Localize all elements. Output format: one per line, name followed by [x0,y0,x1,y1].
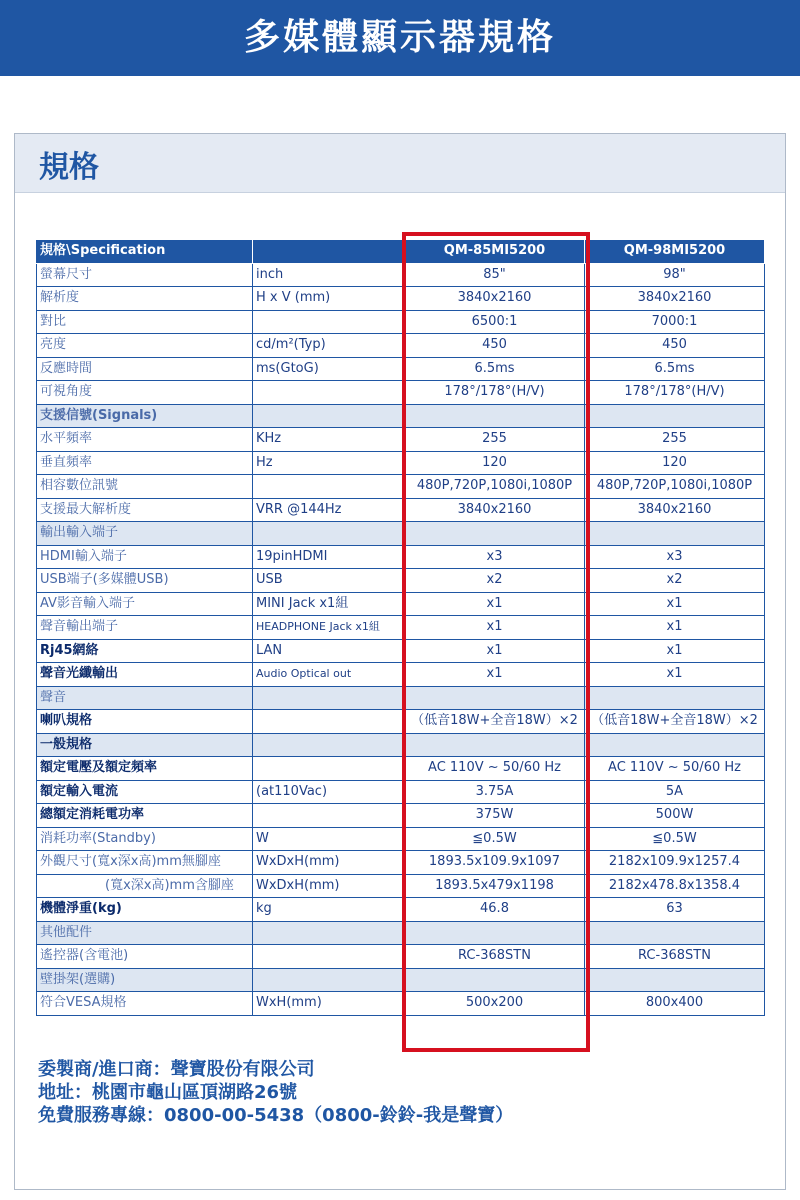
row-value-b: 6.5ms [585,357,765,381]
footer-manufacturer: 委製商/進口商：聲寶股份有限公司 [38,1059,315,1080]
header-unit [253,240,405,264]
table-row [37,686,765,710]
row-value-b: 450 [585,334,765,358]
row-label: 遙控器(含電池) [37,945,253,969]
row-value-a [405,733,585,757]
row-value-a: 3840x2160 [405,287,585,311]
table-row [37,404,765,428]
table-header-row [37,240,765,264]
table-row [37,921,765,945]
row-unit: MINI Jack x1組 [253,592,405,616]
row-value-a: 450 [405,334,585,358]
row-value-a: 1893.5x109.9x1097 [405,851,585,875]
row-value-b: 5A [585,780,765,804]
row-value-b [585,921,765,945]
table-row [37,968,765,992]
row-value-a: 375W [405,804,585,828]
table-row [37,381,765,405]
row-value-b: 120 [585,451,765,475]
row-label: (寬x深x高)mm含腳座 [37,874,253,898]
row-label: 對比 [37,310,253,334]
row-value-b [585,522,765,546]
row-value-a: 3840x2160 [405,498,585,522]
row-label: 壁掛架(選購) [37,968,253,992]
row-unit [253,968,405,992]
row-value-a: x1 [405,616,585,640]
table-row [37,287,765,311]
row-value-b: ≦0.5W [585,827,765,851]
table-row [37,898,765,922]
row-label: 亮度 [37,334,253,358]
table-row [37,945,765,969]
row-label: 支援信號(Signals) [37,404,253,428]
panel-title: 規格 [39,150,99,185]
table-row [37,757,765,781]
panel-header [15,134,785,193]
row-value-b: x2 [585,569,765,593]
row-value-b: 255 [585,428,765,452]
row-value-a: 480P,720P,1080i,1080P [405,475,585,499]
footer [38,1058,513,1127]
row-value-a: 46.8 [405,898,585,922]
row-value-b: 500W [585,804,765,828]
table-row [37,851,765,875]
row-value-a: x1 [405,663,585,687]
row-unit: USB [253,569,405,593]
footer-address: 地址：桃園市龜山區頂湖路26號 [38,1082,298,1103]
row-unit: 19pinHDMI [253,545,405,569]
table-row [37,357,765,381]
row-value-b [585,733,765,757]
row-value-b [585,404,765,428]
row-value-a: 1893.5x479x1198 [405,874,585,898]
row-value-a: ≦0.5W [405,827,585,851]
row-label: 聲音輸出端子 [37,616,253,640]
row-value-a [405,968,585,992]
table-row [37,780,765,804]
row-unit [253,475,405,499]
row-label: 一般規格 [37,733,253,757]
row-value-b: （低音18W+全音18W）×2 [585,710,765,734]
row-label: 水平頻率 [37,428,253,452]
row-label: 總額定消耗電功率 [37,804,253,828]
row-label: 喇叭規格 [37,710,253,734]
row-value-b: x1 [585,616,765,640]
table-row [37,451,765,475]
row-unit [253,310,405,334]
table-row [37,592,765,616]
row-unit [253,945,405,969]
row-label: USB端子(多媒體USB) [37,569,253,593]
row-label: 螢幕尺寸 [37,263,253,287]
row-value-a [405,522,585,546]
row-value-a: x3 [405,545,585,569]
row-value-b: 3840x2160 [585,287,765,311]
row-value-a: 85" [405,263,585,287]
row-unit [253,381,405,405]
row-value-b: 98" [585,263,765,287]
row-value-a: 255 [405,428,585,452]
table-row [37,263,765,287]
table-row [37,616,765,640]
table-row [37,804,765,828]
row-value-a: AC 110V ~ 50/60 Hz [405,757,585,781]
row-label: 符合VESA規格 [37,992,253,1016]
row-unit [253,404,405,428]
row-label: 外觀尺寸(寬x深x高)mm無腳座 [37,851,253,875]
row-value-a: 178°/178°(H/V) [405,381,585,405]
row-unit [253,522,405,546]
row-value-b: 480P,720P,1080i,1080P [585,475,765,499]
row-unit [253,921,405,945]
row-unit: LAN [253,639,405,663]
row-label: 解析度 [37,287,253,311]
table-row [37,874,765,898]
row-value-b [585,686,765,710]
table-row [37,639,765,663]
row-value-a: 3.75A [405,780,585,804]
header-model-a: QM-85MI5200 [405,240,585,264]
header-model-b: QM-98MI5200 [585,240,765,264]
table-row [37,992,765,1016]
row-value-b: x3 [585,545,765,569]
row-unit: WxDxH(mm) [253,874,405,898]
row-value-b: AC 110V ~ 50/60 Hz [585,757,765,781]
row-label: 聲音光纖輸出 [37,663,253,687]
row-label: 反應時間 [37,357,253,381]
page-title: 多媒體顯示器規格 [243,17,556,58]
row-label: 額定電壓及額定頻率 [37,757,253,781]
row-value-a [405,404,585,428]
row-value-a: 500x200 [405,992,585,1016]
row-label: 額定輸入電流 [37,780,253,804]
row-value-a [405,921,585,945]
table-row [37,710,765,734]
row-unit [253,804,405,828]
row-value-a: x2 [405,569,585,593]
row-unit: WxH(mm) [253,992,405,1016]
footer-hotline: 免費服務專線：0800-00-5438（0800-鈴鈴-我是聲寶） [38,1105,514,1126]
row-unit: W [253,827,405,851]
table-row [37,498,765,522]
spec-table [36,239,765,1016]
table-row [37,334,765,358]
row-value-a: RC-368STN [405,945,585,969]
row-unit [253,686,405,710]
row-unit: kg [253,898,405,922]
row-label: Rj45網絡 [37,639,253,663]
table-row [37,545,765,569]
row-unit: Audio Optical out [253,663,405,687]
row-label: 垂直頻率 [37,451,253,475]
row-value-b: 2182x478.8x1358.4 [585,874,765,898]
row-label: AV影音輸入端子 [37,592,253,616]
row-unit: KHz [253,428,405,452]
table-row [37,522,765,546]
table-row [37,310,765,334]
row-unit: cd/m²(Typ) [253,334,405,358]
row-unit: ms(GtoG) [253,357,405,381]
row-unit [253,733,405,757]
row-value-a: 6.5ms [405,357,585,381]
row-value-a [405,686,585,710]
row-unit: inch [253,263,405,287]
row-value-b: 63 [585,898,765,922]
table-row [37,428,765,452]
row-unit: HEADPHONE Jack x1組 [253,616,405,640]
row-value-b: 3840x2160 [585,498,765,522]
row-unit [253,710,405,734]
table-row [37,663,765,687]
row-unit: (at110Vac) [253,780,405,804]
row-unit: VRR @144Hz [253,498,405,522]
table-row [37,733,765,757]
row-value-a: 120 [405,451,585,475]
row-label: 聲音 [37,686,253,710]
row-value-b [585,968,765,992]
row-value-b: x1 [585,663,765,687]
table-row [37,827,765,851]
row-value-b: 2182x109.9x1257.4 [585,851,765,875]
row-unit: Hz [253,451,405,475]
row-label: 機體淨重(kg) [37,898,253,922]
row-value-b: 178°/178°(H/V) [585,381,765,405]
row-unit: H x V (mm) [253,287,405,311]
table-row [37,475,765,499]
header-spec-label: 規格\Specification [37,240,253,264]
row-value-a: x1 [405,639,585,663]
row-value-b: 800x400 [585,992,765,1016]
row-value-a: x1 [405,592,585,616]
row-value-b: 7000:1 [585,310,765,334]
row-label: 輸出輸入端子 [37,522,253,546]
row-label: HDMI輸入端子 [37,545,253,569]
row-value-b: RC-368STN [585,945,765,969]
row-value-b: x1 [585,592,765,616]
row-label: 消耗功率(Standby) [37,827,253,851]
row-label: 相容數位訊號 [37,475,253,499]
row-label: 支援最大解析度 [37,498,253,522]
table-row [37,569,765,593]
row-value-a: 6500:1 [405,310,585,334]
row-label: 其他配件 [37,921,253,945]
row-label: 可視角度 [37,381,253,405]
row-unit [253,757,405,781]
row-value-a: （低音18W+全音18W）×2 [405,710,585,734]
row-value-b: x1 [585,639,765,663]
row-unit: WxDxH(mm) [253,851,405,875]
